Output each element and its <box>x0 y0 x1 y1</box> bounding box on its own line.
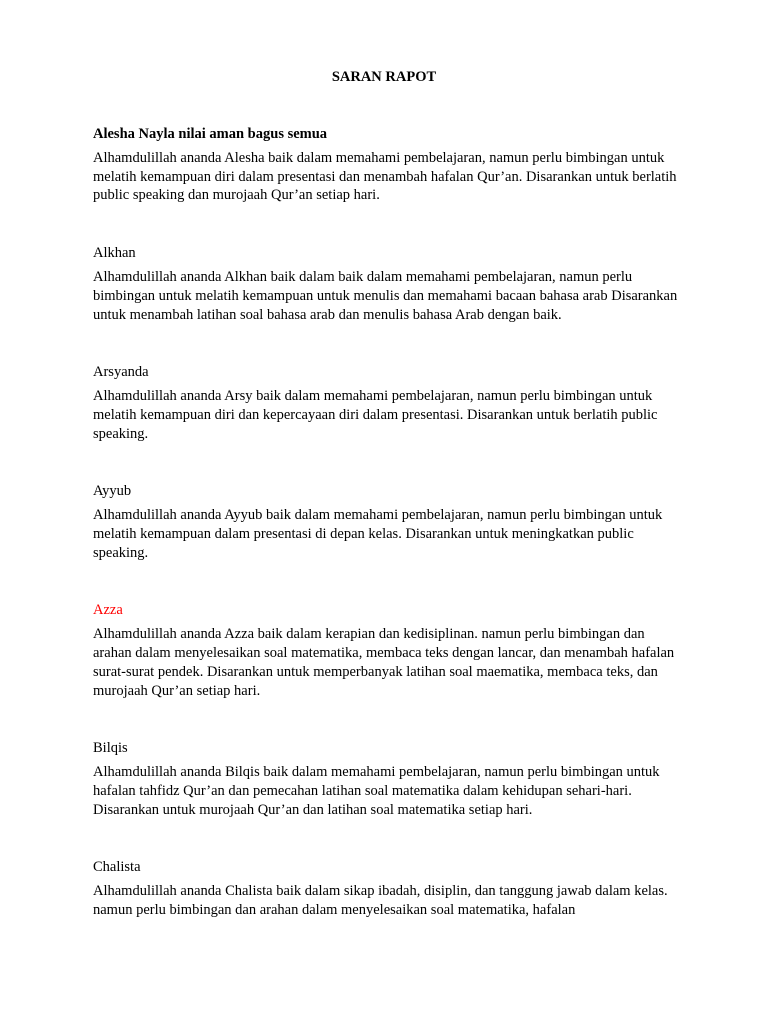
entry-azza <box>93 601 683 700</box>
student-name-highlighted: Azza <box>93 602 123 619</box>
paragraph-gap <box>93 205 683 244</box>
student-remark: Alhamdulillah ananda Alkhan baik dalam baik dalam memahami pembelajaran, namun perlu bimbingan untuk melatih kemampuan untuk menulis dan memahami bacaan bahasa arab Disarankan untuk menambah latihan soal bahasa arab dan menulis bahasa Arab dengan baik. <box>93 269 678 323</box>
student-remark: Alhamdulillah ananda Ayyub baik dalam memahami pembelajaran, namun perlu bimbingan untuk melatih kemampuan dalam presentasi di depan kelas. Disarankan untuk meningkatkan public speaking. <box>93 507 663 561</box>
document-title: SARAN RAPOT <box>331 69 437 85</box>
student-remark: Alhamdulillah ananda Azza baik dalam kerapian dan kedisiplinan. namun perlu bimbingan dan arahan dalam menyelesaikan soal matematika, membaca teks dengan lancar, dan menambah hafalan surat-surat pendek. Disarankan untuk memperbanyak latihan soal maematika, membaca teks, dan murojaah Qur’an setiap hari. <box>93 626 675 699</box>
paragraph-gap <box>93 443 683 482</box>
paragraph-gap <box>93 562 683 601</box>
paragraph-gap <box>93 819 683 858</box>
student-name: Bilqis <box>93 740 128 757</box>
student-name: Arsyanda <box>93 364 149 381</box>
student-name: Alkhan <box>93 245 136 262</box>
entry-alesha <box>93 125 683 205</box>
student-remark: Alhamdulillah ananda Alesha baik dalam memahami pembelajaran, namun perlu bimbingan untuk melatih kemampuan diri dalam presentasi dan menambah hafalan Qur’an. Disarankan untuk berlatih public speaking dan murojaah Qur’an setiap hari. <box>93 150 677 204</box>
student-name: Ayyub <box>93 483 132 500</box>
paragraph-gap <box>93 324 683 363</box>
entry-ayyub <box>93 482 683 562</box>
entry-arsyanda <box>93 363 683 443</box>
paragraph-gap <box>93 700 683 739</box>
student-name: Chalista <box>93 859 141 876</box>
student-remark: Alhamdulillah ananda Arsy baik dalam memahami pembelajaran, namun perlu bimbingan untuk melatih kemampuan diri dan kepercayaan diri dalam presentasi. Disarankan untuk berlatih public speaking. <box>93 388 658 442</box>
student-name: Alesha Nayla nilai aman bagus semua <box>93 126 328 142</box>
entry-chalista <box>93 858 683 919</box>
entry-bilqis <box>93 739 683 819</box>
entry-alkhan <box>93 244 683 324</box>
student-remark: Alhamdulillah ananda Bilqis baik dalam memahami pembelajaran, namun perlu bimbingan untuk hafalan tahfidz Qur’an dan pemecahan latihan soal matematika dalam kehidupan sehari-hari. Disarankan untuk murojaah Qur’an dan latihan soal matematika setiap hari. <box>93 764 660 818</box>
document-body <box>93 125 683 920</box>
student-remark: Alhamdulillah ananda Chalista baik dalam sikap ibadah, disiplin, dan tanggung jawab dalam kelas. namun perlu bimbingan dan arahan dalam menyelesaikan soal matematika, hafalan <box>93 883 668 919</box>
